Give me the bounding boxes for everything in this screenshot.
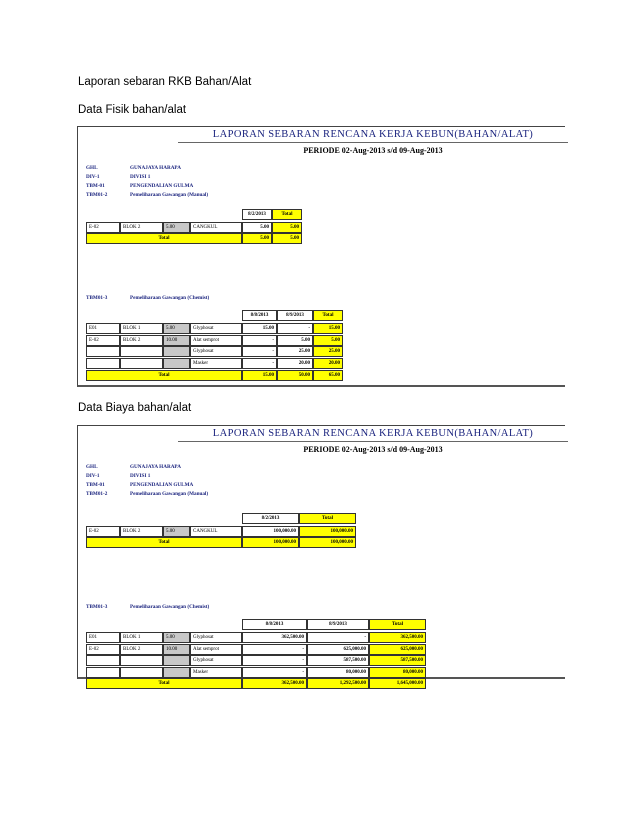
- date-header: 8/8/2013: [242, 310, 277, 321]
- section-name: Pemeliharaan Gawangan (Chemist): [130, 604, 210, 610]
- table-cell: 625,000.00: [369, 644, 426, 655]
- table-cell: [86, 346, 120, 357]
- table-cell: E-02: [86, 644, 120, 655]
- table-cell: -: [242, 358, 277, 369]
- table-cell: Glyphosat: [190, 323, 242, 334]
- table-cell: BLOK 2: [120, 644, 163, 655]
- section-code: TBM01-3: [86, 604, 108, 610]
- meta-value: DIVISI 1: [130, 174, 151, 180]
- date-header: 8/2/2013: [242, 513, 299, 524]
- table-cell: [163, 358, 190, 369]
- report-title: LAPORAN SEBARAN RENCANA KERJA KEBUN(BAHAN/ALAT): [212, 129, 534, 140]
- table-cell: BLOK 2: [120, 222, 163, 233]
- document-heading: Laporan sebaran RKB Bahan/Alat: [78, 76, 252, 88]
- table-cell: 5.00: [277, 335, 313, 346]
- date-header: 8/8/2013: [242, 619, 307, 630]
- table-cell: BLOK 2: [120, 526, 163, 537]
- table-cell: 15.00: [313, 323, 343, 334]
- meta-key: TBM01-2: [86, 192, 108, 198]
- table-cell: 5.00: [272, 222, 302, 233]
- table-cell: 5.00: [163, 632, 190, 643]
- meta-value: Pemeliharaan Gawangan (Manual): [130, 491, 209, 497]
- section-fisik-label: Data Fisik bahan/alat: [78, 104, 187, 116]
- table-cell: 5.00: [313, 335, 343, 346]
- table-cell: Masker: [190, 358, 242, 369]
- report-fisik-screenshot: [77, 126, 565, 387]
- table-cell: [120, 346, 163, 357]
- table-cell: BLOK 1: [120, 323, 163, 334]
- total-value: 1,292,500.00: [307, 678, 369, 689]
- table-cell: [120, 358, 163, 369]
- table-cell: CANGKUL: [190, 222, 242, 233]
- report-title: LAPORAN SEBARAN RENCANA KERJA KEBUN(BAHAN/ALAT): [212, 428, 534, 439]
- table-cell: BLOK 1: [120, 632, 163, 643]
- meta-value: PENGENDALIAN GULMA: [130, 482, 194, 488]
- meta-value: Pemeliharaan Gawangan (Manual): [130, 192, 209, 198]
- date-header: 8/9/2013: [307, 619, 369, 630]
- meta-key: TBM-01: [86, 183, 105, 189]
- table-cell: -: [277, 323, 313, 334]
- table-cell: -: [307, 632, 369, 643]
- table-cell: [163, 655, 190, 666]
- table-cell: Masker: [190, 667, 242, 678]
- report-periode: PERIODE 02-Aug-2013 s/d 09-Aug-2013: [303, 445, 443, 454]
- meta-value: PENGENDALIAN GULMA: [130, 183, 194, 189]
- total-value: 50.00: [277, 370, 313, 381]
- total-value: 100,000.00: [242, 537, 299, 548]
- total-value: 1,645,000.00: [369, 678, 426, 689]
- total-label: Total: [86, 537, 242, 548]
- table-cell: 100,000.00: [242, 526, 299, 537]
- total-value: 100,000.00: [299, 537, 356, 548]
- table-cell: E01: [86, 323, 120, 334]
- table-cell: E-02: [86, 526, 120, 537]
- table-cell: 5.00: [242, 222, 272, 233]
- table-cell: 80,000.00: [369, 667, 426, 678]
- table-cell: 25.00: [313, 346, 343, 357]
- table-cell: E01: [86, 632, 120, 643]
- table-cell: -: [242, 644, 307, 655]
- table-cell: 20.00: [277, 358, 313, 369]
- table-cell: 5.00: [163, 323, 190, 334]
- total-value: 65.00: [313, 370, 343, 381]
- meta-key: GHL: [86, 165, 98, 171]
- table-cell: E-02: [86, 335, 120, 346]
- table-cell: [120, 655, 163, 666]
- table-cell: 362,500.00: [369, 632, 426, 643]
- total-header: Total: [369, 619, 426, 630]
- table-cell: 587,500.00: [307, 655, 369, 666]
- section-code: TBM01-3: [86, 295, 108, 301]
- total-value: 5.00: [242, 233, 272, 244]
- table-cell: [86, 655, 120, 666]
- table-cell: [86, 358, 120, 369]
- total-header: Total: [299, 513, 356, 524]
- meta-value: DIVISI 1: [130, 473, 151, 479]
- table-cell: 362,500.00: [242, 632, 307, 643]
- table-cell: [86, 667, 120, 678]
- table-cell: 100,000.00: [299, 526, 356, 537]
- total-header: Total: [313, 310, 343, 321]
- total-value: 362,500.00: [242, 678, 307, 689]
- date-header: 8/9/2013: [277, 310, 313, 321]
- table-cell: BLOK 2: [120, 335, 163, 346]
- table-cell: 625,000.00: [307, 644, 369, 655]
- table-cell: 80,000.00: [307, 667, 369, 678]
- meta-key: TBM01-2: [86, 491, 108, 497]
- table-cell: [120, 667, 163, 678]
- title-underline: [178, 441, 568, 442]
- table-cell: 15.00: [242, 323, 277, 334]
- table-cell: 587,500.00: [369, 655, 426, 666]
- meta-key: DIV-1: [86, 174, 100, 180]
- table-cell: 5.00: [163, 526, 190, 537]
- meta-value: GUNAJAYA HARAPA: [130, 165, 181, 171]
- table-cell: 25.00: [277, 346, 313, 357]
- section-biaya-label: Data Biaya bahan/alat: [78, 402, 192, 414]
- total-label: Total: [86, 678, 242, 689]
- table-cell: CANGKUL: [190, 526, 242, 537]
- table-cell: -: [242, 346, 277, 357]
- table-cell: -: [242, 667, 307, 678]
- section-name: Pemeliharaan Gawangan (Chemist): [130, 295, 210, 301]
- table-cell: Alat semprot: [190, 644, 242, 655]
- table-cell: Glyphosat: [190, 632, 242, 643]
- table-cell: 5.00: [163, 222, 190, 233]
- total-label: Total: [86, 233, 242, 244]
- table-cell: 20.00: [313, 358, 343, 369]
- table-cell: -: [242, 655, 307, 666]
- total-value: 5.00: [272, 233, 302, 244]
- table-cell: 10.00: [163, 644, 190, 655]
- report-biaya-screenshot: [77, 425, 565, 686]
- total-label: Total: [86, 370, 242, 381]
- table-cell: Glyphosat: [190, 346, 242, 357]
- table-cell: 10.00: [163, 335, 190, 346]
- meta-key: GHL: [86, 464, 98, 470]
- table-cell: E-02: [86, 222, 120, 233]
- table-cell: Glyphosat: [190, 655, 242, 666]
- meta-value: GUNAJAYA HARAPA: [130, 464, 181, 470]
- total-value: 15.00: [242, 370, 277, 381]
- meta-key: DIV-1: [86, 473, 100, 479]
- date-header: 8/2/2013: [242, 209, 272, 220]
- table-cell: [163, 667, 190, 678]
- report-periode: PERIODE 02-Aug-2013 s/d 09-Aug-2013: [303, 146, 443, 155]
- table-cell: Alat semprot: [190, 335, 242, 346]
- table-cell: [163, 346, 190, 357]
- meta-key: TBM-01: [86, 482, 105, 488]
- total-header: Total: [272, 209, 302, 220]
- table-cell: -: [242, 335, 277, 346]
- title-underline: [178, 142, 568, 143]
